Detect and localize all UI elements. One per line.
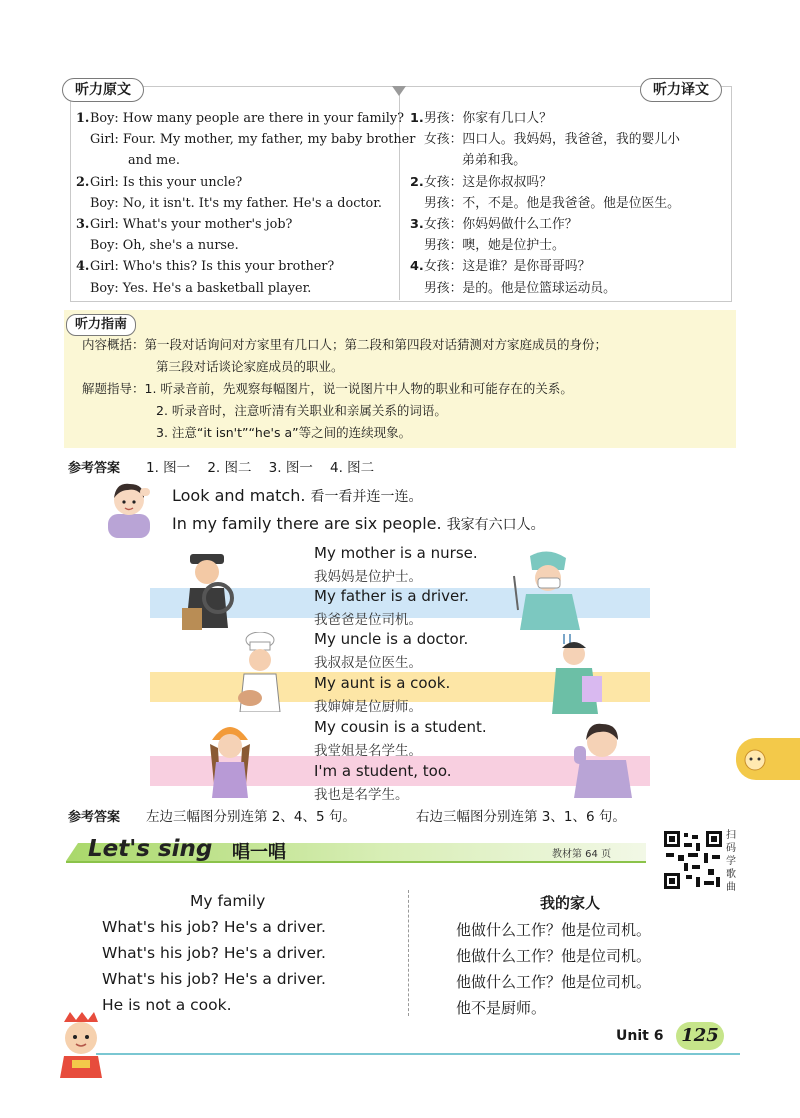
instruction-line-2: In my family there are six people. 我家有六口人。	[172, 514, 545, 533]
listening-chinese-text	[410, 108, 728, 299]
lets-sing-title-zh: 唱一唱	[232, 842, 286, 863]
translation-line: 女孩：四口人。我妈妈，我爸爸，我的婴儿小	[424, 132, 680, 148]
listening-translation-tag: 听力译文	[640, 78, 722, 102]
sentence-zh-6: 我也是名学生。	[314, 787, 409, 803]
song-line-en: What's his job? He's a driver.	[102, 918, 326, 936]
sentence-zh-1: 我妈妈是位护士。	[314, 569, 422, 585]
answer-left-text: 左边三幅图分别连第 2、4、5 句。	[146, 809, 356, 825]
page-number: 125	[676, 1022, 724, 1050]
transcript-line: 2.Girl: Is this your uncle?	[76, 174, 243, 190]
translation-line: 4.女孩：这是谁？是你哥哥吗？	[410, 259, 591, 275]
sentence-zh-4: 我婶婶是位厨师。	[314, 699, 422, 715]
footer-line	[96, 1053, 740, 1055]
sentence-en-3: My uncle is a doctor.	[314, 630, 469, 648]
textbook-page-ref: 教材第 64 页	[552, 849, 612, 860]
transcript-line: 4.Girl: Who's this? Is this your brother?	[76, 259, 335, 275]
translation-line: 弟弟和我。	[462, 153, 526, 169]
answer-text: 1. 图一 2. 图二 3. 图一 4. 图二	[146, 460, 375, 476]
translation-line: 男孩：是的。他是位篮球运动员。	[424, 280, 616, 296]
listening-guide-tag: 听力指南	[66, 314, 136, 336]
answer-label: 参考答案	[68, 461, 121, 476]
divider-arrow	[392, 86, 406, 96]
sentence-zh-3: 我叔叔是位医生。	[314, 655, 422, 671]
song-title-en: My family	[190, 892, 266, 910]
transcript-line: Boy: Yes. He's a basketball player.	[90, 280, 312, 296]
qr-label: 扫码学歌曲	[726, 830, 736, 893]
listening-english-text	[76, 108, 416, 299]
sentence-en-5: My cousin is a student.	[314, 718, 487, 736]
translation-line: 2.女孩：这是你叔叔吗？	[410, 174, 552, 190]
listening-original-tag: 听力原文	[62, 78, 144, 102]
translation-line: 3.女孩：你妈妈做什么工作？	[410, 217, 578, 233]
sentence-zh-5: 我堂姐是名学生。	[314, 743, 422, 759]
transcript-line: Girl: Four. My mother, my father, my baby brother	[90, 132, 416, 148]
guide-summary-line: 第三段对话谈论家庭成员的职业。	[156, 359, 344, 374]
lets-sing-title: Let's sing	[88, 836, 213, 862]
transcript-line: 1.Boy: How many people are there in your family?	[76, 111, 404, 126]
song-line-en: What's his job? He's a driver.	[102, 970, 326, 988]
driver-picture	[168, 548, 248, 630]
translation-line: 男孩：噢，她是位护士。	[424, 238, 565, 254]
translation-line: 男孩：不，不是。他是我爸爸。他是位医生。	[424, 195, 680, 211]
sentence-zh-2: 我爸爸是位司机。	[314, 612, 422, 628]
guide-summary-line: 内容概括：第一段对话询问对方家里有几口人；第二段和第四段对话猜测对方家庭成员的身份；	[82, 337, 608, 352]
song-line-en: He is not a cook.	[102, 996, 232, 1014]
song-line-zh: 他做什么工作？他是位司机。	[456, 921, 652, 939]
boy-avatar	[100, 478, 158, 538]
nurse-picture	[500, 546, 590, 630]
qr-code[interactable]	[662, 829, 724, 891]
sentence-en-2: My father is a driver.	[314, 587, 469, 605]
song-divider	[408, 890, 409, 1016]
guide-tip-line: 3. 注意“it isn't”“he's a”等之间的连续现象。	[156, 425, 412, 440]
sentence-en-6: I'm a student, too.	[314, 762, 452, 780]
cousin-girl-picture	[200, 714, 260, 798]
mascot-picture	[52, 1012, 110, 1078]
instruction-line-1: Look and match. 看一看并连一连。	[172, 486, 423, 505]
guide-tip-line: 2. 听录音时，注意听清有关职业和亲属关系的词语。	[156, 403, 447, 418]
translation-line: 1.男孩：你家有几口人？	[410, 111, 552, 126]
guide-tip-line: 解题指导：1. 听录音前，先观察每幅图片，说一说图片中人物的职业和可能存在的关系。	[82, 381, 573, 396]
transcript-line: Boy: No, it isn't. It's my father. He's a doctor.	[90, 195, 382, 211]
cook-picture	[230, 632, 292, 712]
transcript-line: Boy: Oh, she's a nurse.	[90, 238, 239, 254]
sentence-en-1: My mother is a nurse.	[314, 544, 478, 562]
side-tab	[736, 738, 800, 780]
transcript-line: 3.Girl: What's your mother's job?	[76, 217, 293, 233]
song-line-zh: 他做什么工作？他是位司机。	[456, 947, 652, 965]
doctor-picture	[540, 630, 610, 714]
answer-right-text: 右边三幅图分别连第 3、1、6 句。	[416, 809, 626, 825]
song-line-zh: 他做什么工作？他是位司机。	[456, 973, 652, 991]
transcript-line: and me.	[128, 153, 180, 169]
unit-label: Unit 6	[616, 1028, 664, 1044]
song-title-zh: 我的家人	[540, 894, 601, 912]
song-line-zh: 他不是厨师。	[456, 999, 547, 1017]
sentence-en-4: My aunt is a cook.	[314, 674, 451, 692]
song-line-en: What's his job? He's a driver.	[102, 944, 326, 962]
answer-label-2: 参考答案	[68, 810, 121, 825]
boy-student-picture	[566, 716, 640, 798]
